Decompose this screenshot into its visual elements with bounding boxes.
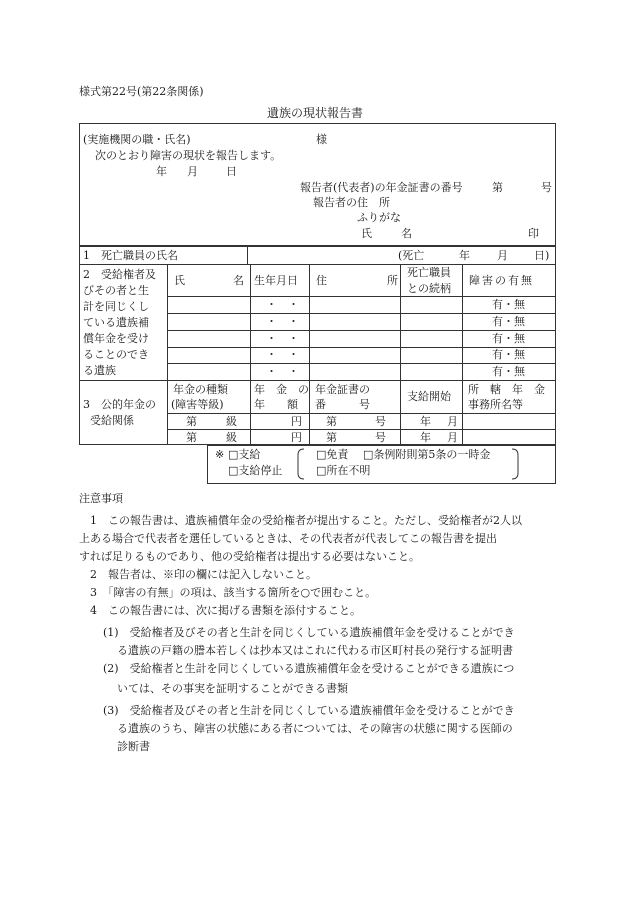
death-month: 月 (497, 249, 508, 262)
birth-date-dots: ・ ・ (266, 348, 299, 361)
birth-date-dots: ・ ・ (266, 298, 299, 311)
addressee-label: (実施機関の職・氏名) (83, 133, 191, 146)
notes-title: 注意事項 (79, 492, 123, 505)
section2-label-line: ることのでき (83, 348, 149, 361)
checkbox-unknown[interactable]: □所在不明 (316, 464, 371, 477)
checkbox-exempt[interactable]: □免責 (316, 448, 349, 461)
col-name-b: 名 (233, 274, 244, 287)
r1-kyu: 級 (226, 415, 237, 428)
h-cert-1: 年金証書の (315, 383, 370, 396)
section2-label-line: 償年金を受け (83, 332, 149, 345)
seal-label: 印 (528, 227, 539, 240)
intro-text: 次のとおり障害の現状を報告します。 (95, 149, 282, 162)
col-birth: 生年月日 (254, 274, 298, 287)
date-month: 月 (187, 165, 198, 178)
death-day: 日) (534, 249, 550, 262)
h-start: 支給開始 (407, 390, 451, 403)
note-line: 3 「障害の有無」の項は、該当する箇所を○で囲むこと。 (90, 586, 377, 599)
disability-yes-no[interactable]: 有・無 (492, 315, 525, 328)
r2-dai: 第 (186, 431, 197, 444)
r2-nen: 年 (420, 431, 431, 444)
date-year: 年 (156, 165, 167, 178)
section2-label-line: ている遺族補 (83, 316, 149, 329)
birth-date-dots: ・ ・ (266, 365, 299, 378)
checkbox-stop[interactable]: □支給停止 (228, 464, 283, 477)
r1-tsuki: 月 (447, 415, 458, 428)
r2-yen: 円 (291, 431, 302, 444)
section2-label-line: びその者と生 (83, 284, 149, 297)
note-line: る遺族のうち、障害の状態にある者については、その障害の状態に関する医師の (117, 722, 513, 735)
h-office-1: 所 轄 年 金 (468, 383, 545, 396)
r2-kyu: 級 (226, 431, 237, 444)
pension-no-label: 報告者(代表者)の年金証書の番号 (300, 181, 463, 194)
name-label-shi: 氏 (361, 227, 372, 240)
disability-yes-no[interactable]: 有・無 (492, 348, 525, 361)
furigana-label: ふりがな (357, 211, 401, 224)
checkbox-lump-sum[interactable]: □条例附則第5条の一時金 (363, 448, 491, 461)
note-line: 1 この報告書は、遺族補償年金の受給権者が提出すること。ただし、受給権者が2人以 (90, 514, 522, 527)
r2-tsuki: 月 (447, 431, 458, 444)
r2-go: 号 (375, 431, 386, 444)
note-line: すれば足りるものであり、他の受給権者は提出する必要はないこと。 (79, 550, 420, 563)
death-year: 年 (459, 249, 470, 262)
section3-label-2: 受給関係 (90, 414, 134, 427)
note-line: る遺族の戸籍の謄本若しくは抄本又はこれに代わる市区町村長の発行する証明書 (117, 644, 513, 657)
h-amount-1: 年 金 の (254, 383, 309, 396)
h-type-2: (障害等級) (171, 398, 224, 411)
col-disability: 障害の有無 (469, 274, 534, 287)
h-cert-2: 番 号 (315, 398, 370, 411)
col-addr-a: 住 (316, 274, 327, 287)
section1-label: 1 死亡職員の氏名 (83, 249, 178, 262)
pension-no-dai: 第 (492, 181, 503, 194)
section3-label-1: 3 公的年金の (83, 398, 156, 411)
note-line: 上ある場合で代表者を選任しているときは、その代表者が代表してこの報告書を提出 (79, 532, 497, 545)
disability-yes-no[interactable]: 有・無 (492, 332, 525, 345)
section2-label-line: 計を同じくし (83, 300, 149, 313)
r1-dai-cert: 第 (326, 415, 337, 428)
pension-no-go: 号 (541, 181, 552, 194)
note-line: いては、その事実を証明することができる書類 (117, 682, 348, 695)
disability-yes-no[interactable]: 有・無 (492, 298, 525, 311)
checkbox-pay[interactable]: □支給 (228, 448, 261, 461)
col-relation-1: 死亡職員 (407, 266, 451, 279)
h-amount-2: 年 額 (254, 398, 298, 411)
note-line: 2 報告者は、※印の欄には記入しないこと。 (90, 568, 317, 581)
r1-dai: 第 (186, 415, 197, 428)
date-day: 日 (226, 165, 237, 178)
sama-label: 様 (316, 133, 327, 146)
r1-nen: 年 (420, 415, 431, 428)
office-mark: ※ (215, 448, 225, 461)
col-name-a: 氏 (174, 274, 185, 287)
col-relation-2: との続柄 (407, 282, 451, 295)
birth-date-dots: ・ ・ (266, 332, 299, 345)
r2-dai-cert: 第 (326, 431, 337, 444)
form-number: 様式第22号(第22条関係) (79, 85, 204, 98)
birth-date-dots: ・ ・ (266, 315, 299, 328)
name-label-mei: 名 (401, 227, 412, 240)
note-line: 診断書 (117, 740, 150, 753)
page-title: 遺族の現状報告書 (267, 106, 364, 120)
section2-label-line: る遺族 (83, 364, 116, 377)
address-label: 報告者の住 所 (313, 196, 390, 209)
note-line: (1) 受給権者及びその者と生計を同じくしている遺族補償年金を受けることができ (103, 626, 515, 639)
h-type-1: 年金の種類 (173, 383, 228, 396)
disability-yes-no[interactable]: 有・無 (492, 365, 525, 378)
r1-go: 号 (375, 415, 386, 428)
death-open: (死亡 (398, 249, 425, 262)
col-addr-b: 所 (387, 274, 398, 287)
note-line: 4 この報告書には、次に掲げる書類を添付すること。 (90, 604, 361, 617)
note-line: (2) 受給権者と生計を同じくしている遺族補償年金を受けることができる遺族につ (103, 662, 515, 675)
section2-label-line: 2 受給権者及 (83, 268, 156, 281)
r1-yen: 円 (291, 415, 302, 428)
note-line: (3) 受給権者及びその者と生計を同じくしている遺族補償年金を受けることができ (103, 704, 515, 717)
h-office-2: 事務所名等 (468, 398, 523, 411)
